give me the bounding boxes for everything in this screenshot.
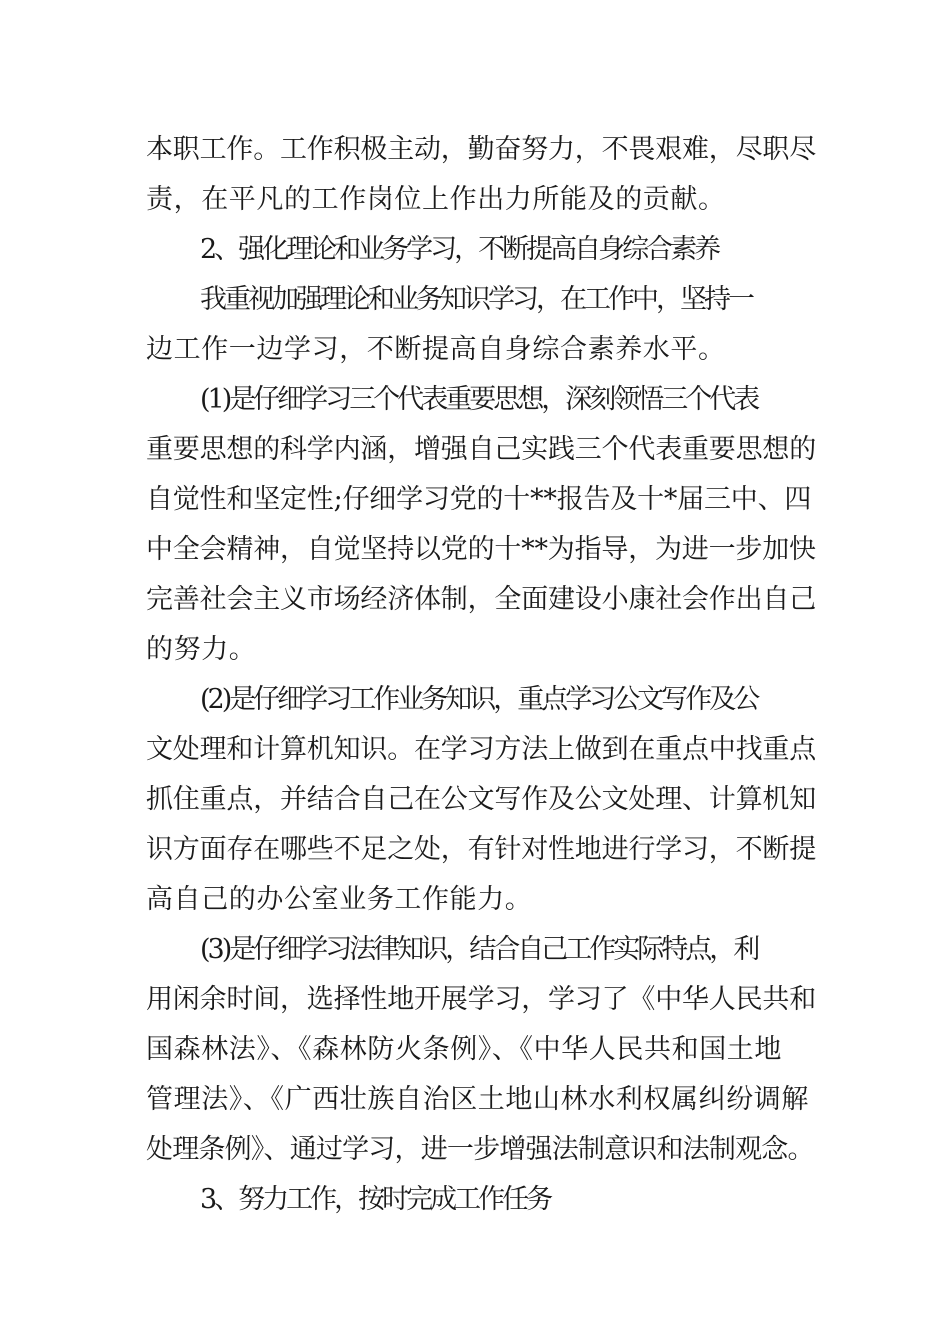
section-heading: 3、努力工作，按时完成工作任务: [200, 1184, 551, 1215]
text-line: (3)是仔细学习法律知识，结合自己工作实际特点，利: [200, 934, 758, 965]
text-line: 我重视加强理论和业务知识学习，在工作中，坚持一: [200, 284, 752, 315]
text-line: 重要思想的科学内涵，增强自己实践三个代表重要思想的: [146, 434, 816, 465]
text-line: 边工作一边学习，不断提高自身综合素养水平。: [146, 334, 726, 365]
text-line: 文处理和计算机知识。在学习方法上做到在重点中找重点: [146, 734, 816, 765]
text-line: 完善社会主义市场经济体制，全面建设小康社会作出自己: [146, 584, 816, 615]
text-line: 管理法》、《广西壮族自治区土地山林水利权属纠纷调解: [146, 1084, 809, 1115]
text-line: 国森林法》、《森林防火条例》、《中华人民共和国土地: [146, 1034, 782, 1065]
text-line: 责，在平凡的工作岗位上作出力所能及的贡献。: [146, 184, 726, 215]
text-line: 自觉性和坚定性;仔细学习党的十**报告及十*届三中、四: [146, 484, 812, 515]
text-line: 中全会精神，自觉坚持以党的十**为指导，为进一步加快: [146, 534, 816, 565]
text-line: 抓住重点，并结合自己在公文写作及公文处理、计算机知: [146, 784, 816, 815]
text-line: 识方面存在哪些不足之处，有针对性地进行学习，不断提: [146, 834, 816, 865]
section-heading: 2、强化理论和业务学习，不断提高自身综合素养: [200, 234, 719, 265]
text-line: 用闲余时间，选择性地开展学习，学习了《中华人民共和: [146, 984, 816, 1015]
text-line: (2)是仔细学习工作业务知识，重点学习公文写作及公: [200, 684, 758, 715]
text-line: 高自己的办公室业务工作能力。: [146, 884, 533, 915]
text-line: 本职工作。工作积极主动，勤奋努力，不畏艰难，尽职尽: [146, 134, 816, 165]
text-line: 处理条例》、通过学习，进一步增强法制意识和法制观念。: [146, 1134, 814, 1165]
text-line: (1)是仔细学习三个代表重要思想，深刻领悟三个代表: [200, 384, 758, 415]
text-line: 的努力。: [146, 634, 257, 665]
